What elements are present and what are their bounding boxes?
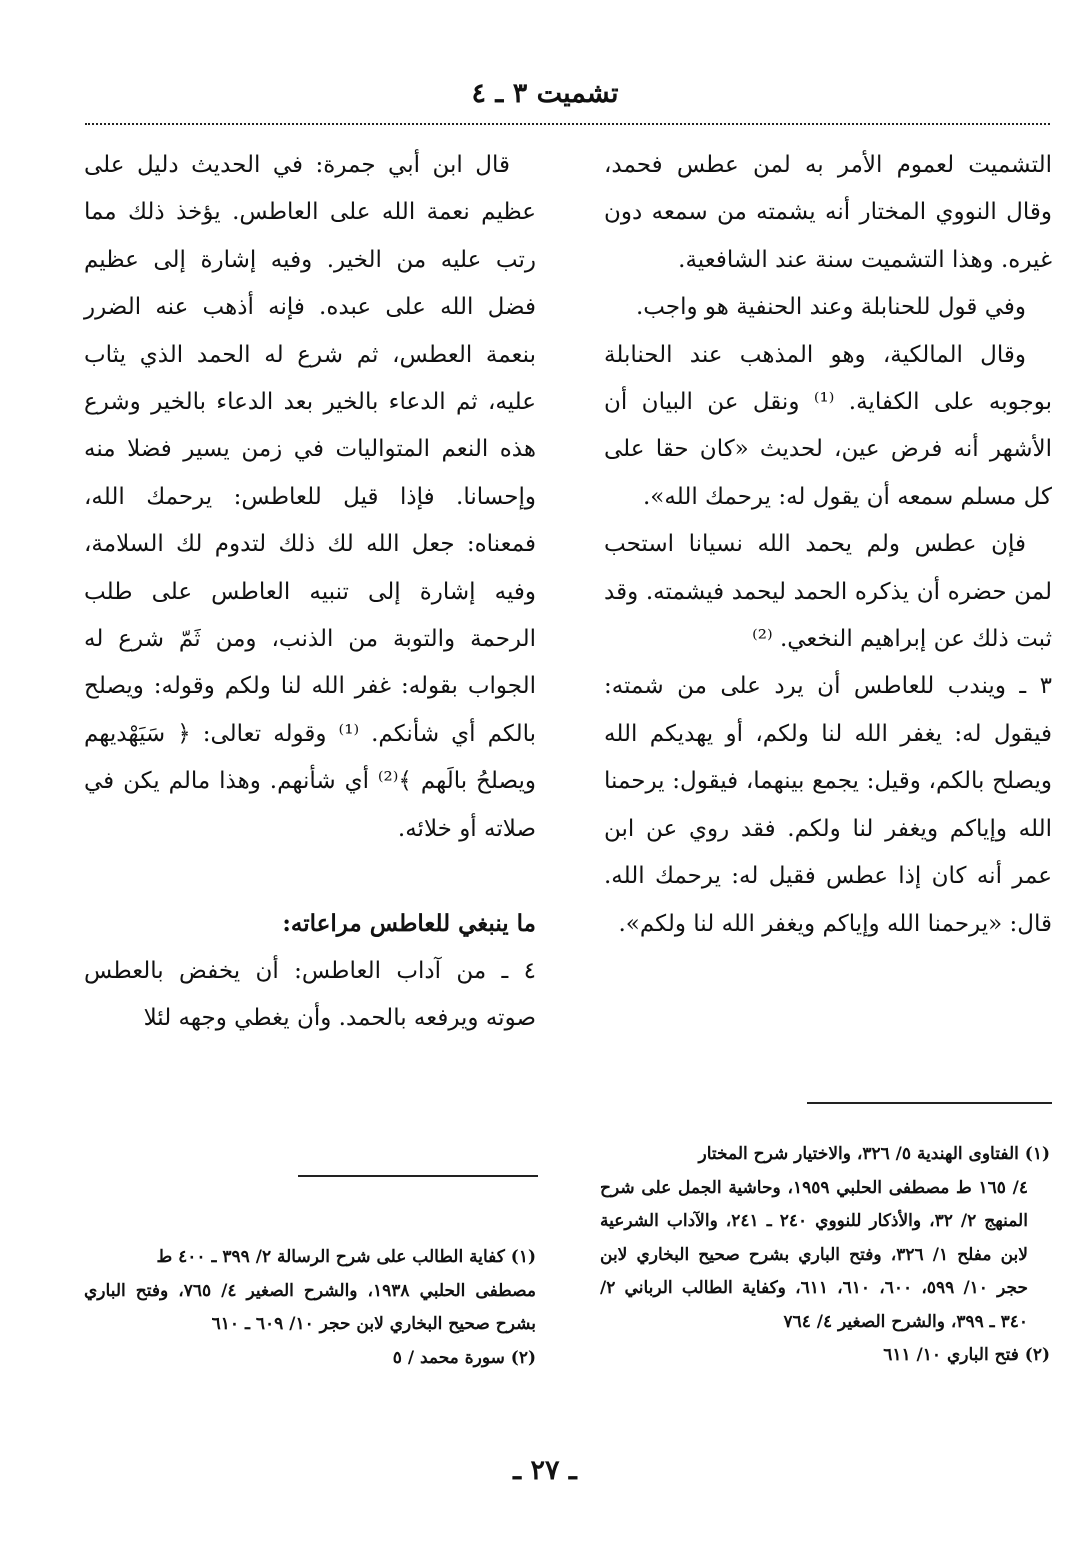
paragraph: التشميت لعموم الأمر به لمن عطس فحمد، وقال النووي المختار أنه يشمته من سمعه دون غيره. وهذا التشميت سنة عند الشافعية. (604, 152, 1052, 273)
paragraph: وفي قول للحنابلة وعند الحنفية هو واجب. (635, 294, 1026, 321)
footnote: مصطفى الحلبي ١٩٣٨، والشرح الصغير ٤/ ٧٦٥، وفتح الباري بشرح صحيح البخاري لابن حجر ١٠/ ٦٠٩ ـ ٦١٠ (84, 1280, 536, 1334)
footnote: (٢) سورة محمد / ٥ (392, 1347, 536, 1368)
paragraph: ٣ ـ ويندب للعاطس أن يرد على من شمته: فيقول له: يغفر الله لنا ولكم، أو يهديكم الله ويصلح بالكم، وقيل: يجمع بينهما، فيقول: يرحمنا الله وإياكم ويغفر لنا ولكم. فقد روي عن ابن عمر أنه كان إذا عطس فقيل له: يرحمك الله. قال: «يرحمنا الله وإياكم ويغفر الله لنا ولكم». (604, 673, 1052, 937)
paragraph: قال ابن أبي جمرة: في الحديث دليل على عظيم نعمة الله على العاطس. يؤخذ ذلك مما رتب عليه من الخير. وفيه إشارة إلى عظيم فضل الله على عبده. فإنه أذهب عنه الضرر بنعمة العطس، ثم شرع له الحمد الذي يثاب عليه، ثم الدعاء بالخير بعد الدعاء بالخير وشرع هذه النعم المتواليات في زمن يسير فضلا منه وإحسانا. فإذا قيل للعاطس: يرحمك الله، فمعناه: جعل الله لك ذلك لتدوم لك السلامة، وفيه إشارة إلى تنبيه العاطس على طلب الرحمة والتوبة من الذنب، ومن ثَمّ شرع له الجواب بقوله: غفر الله لنا ولكم وقوله: ويصلح بالكم أي شأنكم. ⁽¹⁾ وقوله تعالى: ﴿ سَيَهْديهم ويصلحُ بالَهم ﴾⁽²⁾ أي شأنهم. وهذا مالم يكن في صلاته أو خلائه. (84, 152, 537, 842)
footnotes-right (600, 1138, 1050, 1373)
paragraph: فإن عطس ولم يحمد الله نسيانا استحب لمن حضره أن يذكره الحمد ليحمد فيشمته. وقد ثبت ذلك عن إبراهيم النخعي. ⁽²⁾ (604, 531, 1053, 653)
paragraph: ٤ ـ من آداب العاطس: أن يخفض بالعطس صوته ويرفعه بالحمد. وأن يغطي وجهه لئلا (84, 957, 536, 1031)
footnotes-left (84, 1241, 536, 1375)
footnote-divider (807, 1102, 1052, 1104)
footnote-divider (298, 1175, 538, 1177)
footnote: (١) كفاية الطالب على شرح الرسالة ٢/ ٣٩٩ ـ ٤٠٠ ط (156, 1247, 536, 1267)
header-divider (85, 123, 1050, 125)
paragraph: وقال المالكية، وهو المذهب عند الحنابلة بوجوبه على الكفاية. ⁽¹⁾ ونقل عن البيان أن الأشهر أنه فرض عين، لحديث «كان حقا على كل مسلم سمعه أن يقول له: يرحمك الله». (604, 341, 1052, 510)
left-column (84, 142, 536, 1042)
footnote: (٢) فتح الباري ١٠/ ٦١١ (883, 1345, 1050, 1365)
page-title: تشميت ٣ ـ ٤ (471, 78, 619, 109)
footnote: (١) الفتاوى الهندية ٥/ ٣٢٦، والاختيار شرح المختار (698, 1144, 1050, 1164)
right-column (604, 142, 1052, 948)
page-number: ـ ٢٧ ـ (513, 1455, 577, 1486)
section-heading: ما ينبغي للعاطس مراعاته: (282, 910, 536, 938)
footnote: ٤/ ١٦٥ ط مصطفى الحلبي ١٩٥٩، وحاشية الجمل على شرح المنهج ٢/ ٣٢، والأذكار للنووي ٢٤٠ ـ ٢٤١، والآداب الشرعية لابن مفلح ١/ ٣٢٦، وفتح الباري بشرح صحيح البخاري لابن حجر ١٠/ ٥٩٩، ٦٠٠، ٦١٠، ٦١١، وكفاية الطالب الرباني ٢/ ٣٤٠ ـ ٣٩٩، والشرح الصغير ٤/ ٧٦٤ (600, 1177, 1028, 1332)
